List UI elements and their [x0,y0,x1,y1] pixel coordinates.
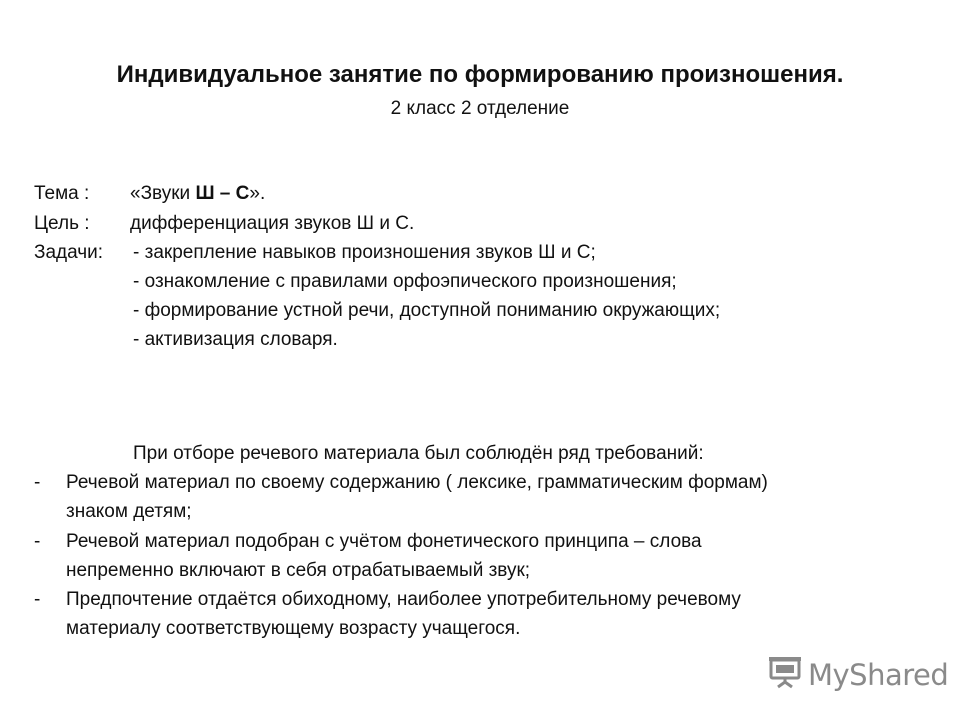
requirement-line: Речевой материал по своему содержанию ( лексике, грамматическим формам) [66,472,768,493]
task-item: - закрепление навыков произношения звуков Ш и С; [133,242,596,263]
bullet-marker: - [34,589,41,610]
task-item: - формирование устной речи, доступной пониманию окружающих; [133,300,721,321]
task-item: - активизация словаря. [133,329,338,350]
requirements-heading: При отборе речевого материала был соблюдён ряд требований: [133,443,704,464]
presentation-board-icon [768,656,802,695]
requirement-line: знаком детям; [66,501,192,522]
goal-label: Цель : [34,213,90,234]
page-subtitle: 2 класс 2 отделение [390,98,570,119]
goal-value: дифференциация звуков Ш и С. [130,213,415,234]
requirement-line: Речевой материал подобран с учётом фонетического принципа – слова [66,531,702,552]
requirement-line: материалу соответствующему возрасту учащегося. [66,618,521,639]
task-item: - ознакомление с правилами орфоэпического произношения; [133,271,677,292]
bullet-marker: - [34,472,41,493]
topic-value [130,181,265,207]
bullet-marker: - [34,531,41,552]
topic-suffix: ». [249,183,266,204]
watermark-logo [768,655,948,695]
requirement-line: непременно включают в себя отрабатываемый звук; [66,560,531,581]
topic-label: Тема : [34,183,90,204]
requirement-line: Предпочтение отдаётся обиходному, наиболее употребительному речевому [66,589,741,610]
page-title: Индивидуальное занятие по формированию произношения. [116,61,844,88]
tasks-label: Задачи: [34,242,104,263]
watermark-text: MyShared [808,658,949,692]
topic-bold: Ш – С [195,183,250,204]
topic-prefix: «Звуки [130,183,196,204]
